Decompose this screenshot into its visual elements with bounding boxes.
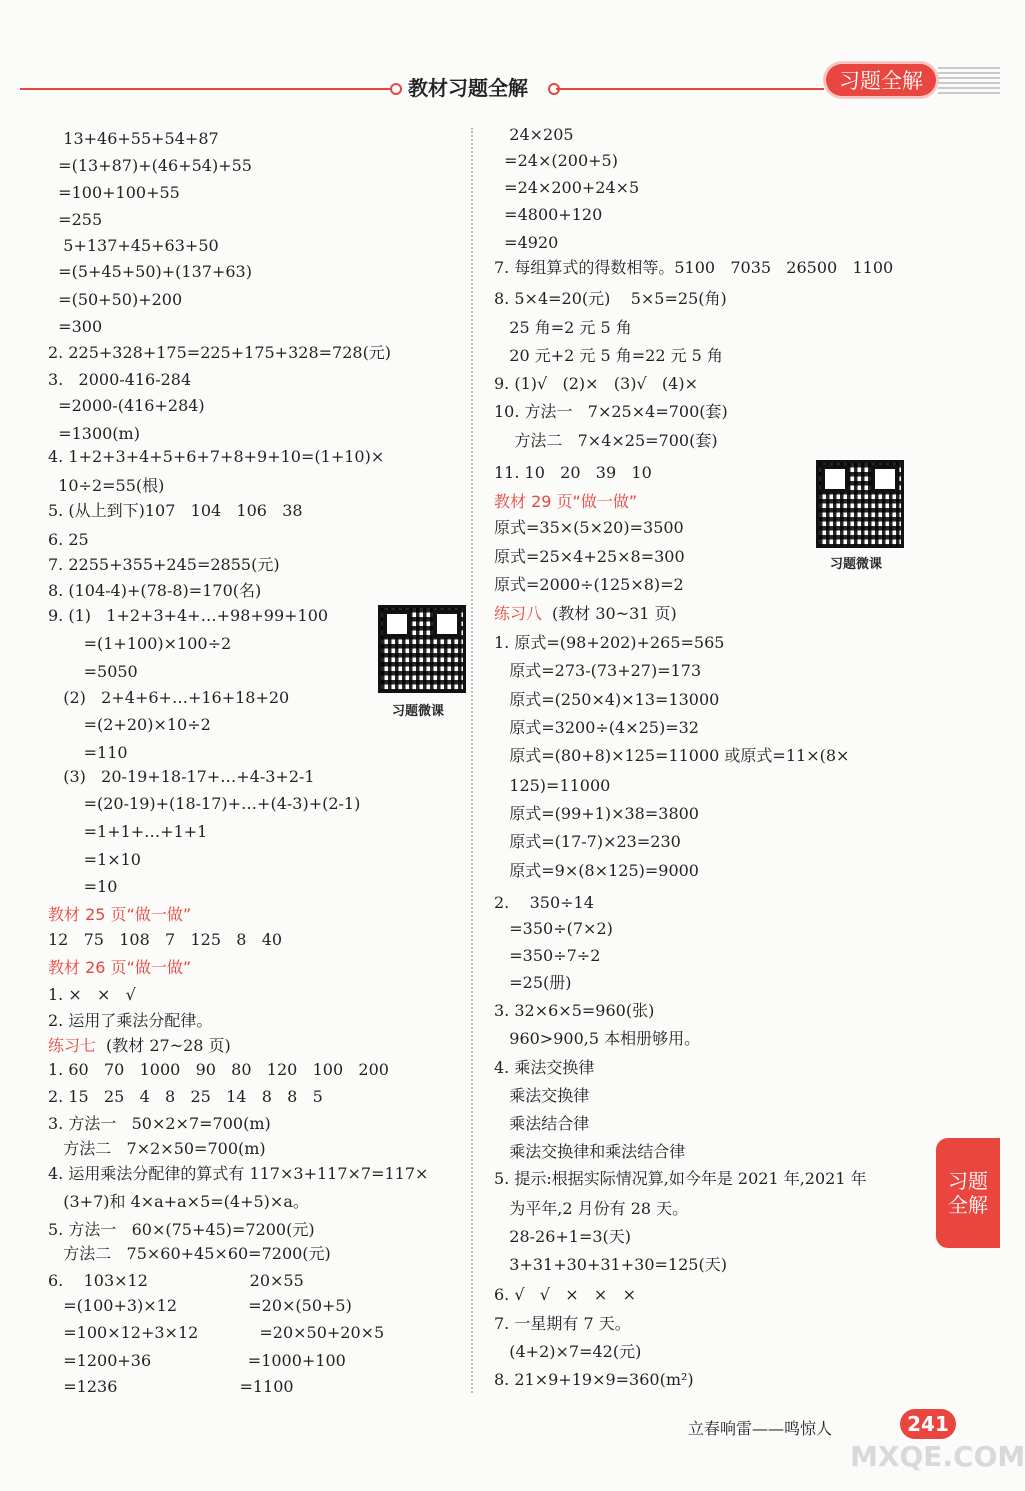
answer-line: 6. 25 [48, 530, 89, 549]
left-column [48, 0, 468, 1491]
answer-line: 3+31+30+31+30=125(天) [494, 1255, 727, 1274]
side-tab[interactable] [936, 1138, 1000, 1248]
answer-line: (4+2)×7=42(元) [494, 1342, 642, 1361]
answer-line: 5. 提示:根据实际情况算,如今年是 2021 年,2021 年 [494, 1169, 867, 1188]
answer-line: =(2+20)×10÷2 [48, 715, 211, 734]
answer-line: 原式=273-(73+27)=173 [494, 661, 702, 680]
section-heading: 练习八 [494, 604, 543, 623]
answer-line: 乘法结合律 [494, 1114, 590, 1133]
answer-line: =4920 [494, 233, 559, 252]
answer-line: =10 [48, 877, 118, 896]
watermark: MXQE.COM [850, 1440, 1025, 1473]
answer-line: 5. 方法一 60×(75+45)=7200(元) [48, 1220, 315, 1239]
answer-line: 6. √ √ × × × [494, 1285, 636, 1304]
answer-line: =4800+120 [494, 205, 603, 224]
answer-line: 25 角=2 元 5 角 [494, 318, 632, 337]
answer-line: (3) 20-19+18-17+…+4-3+2-1 [48, 767, 315, 786]
qr-code-left[interactable] [378, 605, 466, 693]
answer-line: =100+100+55 [48, 183, 180, 202]
answer-line: 7. 一星期有 7 天。 [494, 1314, 631, 1333]
answer-line: =100×12+3×12 =20×50+20×5 [48, 1323, 385, 1342]
answer-line: 20 元+2 元 5 角=22 元 5 角 [494, 346, 723, 365]
answer-line: 原式=2000÷(125×8)=2 [494, 575, 684, 594]
answer-line: 4. 1+2+3+4+5+6+7+8+9+10=(1+10)× [48, 447, 385, 466]
answer-line: 5+137+45+63+50 [48, 236, 219, 255]
answer-line: =25(册) [494, 973, 572, 992]
qr-caption-left: 习题微课 [392, 704, 445, 719]
answer-line: 原式=(250×4)×13=13000 [494, 690, 720, 709]
side-tab-label: 习题全解 [948, 1169, 988, 1217]
answer-line: (教材 30~31 页) [552, 604, 677, 623]
answer-line: =(20-19)+(18-17)+…+(4-3)+(2-1) [48, 794, 361, 813]
qr-code-right[interactable] [816, 460, 904, 548]
answer-line: =300 [48, 317, 103, 336]
answer-line: 9. (1) 1+2+3+4+…+98+99+100 [48, 606, 329, 625]
answer-line: 乘法交换律和乘法结合律 [494, 1142, 686, 1161]
answer-line: =24×(200+5) [494, 151, 618, 170]
answer-line: 28-26+1=3(天) [494, 1227, 632, 1246]
answer-line: (2) 2+4+6+…+16+18+20 [48, 688, 290, 707]
answer-line: 原式=3200÷(4×25)=32 [494, 718, 699, 737]
answer-line: =1200+36 =1000+100 [48, 1351, 346, 1370]
section-heading: 教材 25 页“做一做” [48, 905, 192, 924]
answer-line: =(13+87)+(46+54)+55 [48, 156, 252, 175]
right-column [494, 0, 934, 1491]
answer-line: 8. (104-4)+(78-8)=170(名) [48, 581, 262, 600]
qr-caption-right: 习题微课 [830, 557, 883, 572]
answer-line: =2000-(416+284) [48, 396, 205, 415]
answer-line: 方法二 75×60+45×60=7200(元) [48, 1244, 331, 1263]
answer-line: =(5+45+50)+(137+63) [48, 262, 252, 281]
answer-line: 10÷2=55(根) [48, 476, 165, 495]
answer-line: =1×10 [48, 850, 141, 869]
answer-line: 8. 5×4=20(元) 5×5=25(角) [494, 289, 727, 308]
answer-line: 方法二 7×4×25=700(套) [494, 431, 718, 450]
answer-line: 11. 10 20 39 10 [494, 463, 652, 482]
answer-line: 960>900,5 本相册够用。 [494, 1029, 701, 1048]
answer-line: =350÷7÷2 [494, 946, 601, 965]
answer-line: 3. 方法一 50×2×7=700(m) [48, 1114, 271, 1133]
answer-line: (3+7)和 4×a+a×5=(4+5)×a。 [48, 1192, 309, 1211]
answer-line: (教材 27~28 页) [106, 1036, 231, 1055]
column-divider [471, 128, 473, 1393]
answer-line: 6. 103×12 20×55 [48, 1271, 304, 1290]
answer-line: =350÷(7×2) [494, 919, 613, 938]
answer-line: 4. 乘法交换律 [494, 1058, 595, 1077]
answer-line: 5. (从上到下)107 104 106 38 [48, 501, 303, 520]
answer-line: 原式=25×4+25×8=300 [494, 547, 685, 566]
answer-line: =(1+100)×100÷2 [48, 634, 232, 653]
answer-line: =5050 [48, 662, 138, 681]
answer-line: 3. 2000-416-284 [48, 370, 192, 389]
section-heading: 教材 26 页“做一做” [48, 958, 192, 977]
answer-line: 9. (1)√ (2)× (3)√ (4)× [494, 374, 698, 393]
answer-line: 乘法交换律 [494, 1086, 590, 1105]
answer-line: 10. 方法一 7×25×4=700(套) [494, 402, 728, 421]
answer-line: =1300(m) [48, 424, 140, 443]
answer-line: 7. 每组算式的得数相等。5100 7035 26500 1100 [494, 258, 894, 277]
answer-line: 4. 运用乘法分配律的算式有 117×3+117×7=117× [48, 1164, 429, 1183]
answer-line: 7. 2255+355+245=2855(元) [48, 555, 280, 574]
answer-line: 1. 原式=(98+202)+265=565 [494, 633, 725, 652]
answer-line: =24×200+24×5 [494, 178, 640, 197]
answer-line: 为平年,2 月份有 28 天。 [494, 1199, 689, 1218]
section-heading: 练习七 [48, 1036, 97, 1055]
section-heading: 教材 29 页“做一做” [494, 492, 638, 511]
answer-line: 3. 32×6×5=960(张) [494, 1001, 655, 1020]
answer-line: 原式=(99+1)×38=3800 [494, 804, 699, 823]
page-number: 241 [900, 1409, 956, 1439]
answer-line: 125)=11000 [494, 776, 611, 795]
header-badge: 习题全解 [826, 64, 936, 96]
footer-text: 立春响雷——鸣惊人 [688, 1419, 833, 1438]
header-title: 教材习题全解 [408, 76, 528, 100]
answer-line: 1. 60 70 1000 90 80 120 100 200 [48, 1060, 389, 1079]
answer-line: 1. × × √ [48, 985, 136, 1004]
answer-line: 12 75 108 7 125 8 40 [48, 930, 283, 949]
answer-line: 8. 21×9+19×9=360(m²) [494, 1370, 694, 1389]
answer-line: 2. 225+328+175=225+175+328=728(元) [48, 343, 392, 362]
answer-line: =110 [48, 743, 128, 762]
answer-line: 原式=(80+8)×125=11000 或原式=11×(8× [494, 746, 850, 765]
answer-line: =1+1+…+1+1 [48, 822, 208, 841]
answer-line: 2. 15 25 4 8 25 14 8 8 5 [48, 1087, 323, 1106]
answer-line: 13+46+55+54+87 [48, 129, 219, 148]
header-stripes [938, 66, 1000, 94]
answer-line: 2. 350÷14 [494, 893, 594, 912]
answer-line: 2. 运用了乘法分配律。 [48, 1011, 213, 1030]
answer-line: 24×205 [494, 125, 574, 144]
answer-line: 原式=(17-7)×23=230 [494, 832, 681, 851]
answer-line: =255 [48, 210, 103, 229]
answer-line: =(100+3)×12 =20×(50+5) [48, 1296, 352, 1315]
answer-line: 方法二 7×2×50=700(m) [48, 1139, 266, 1158]
answer-line: 原式=35×(5×20)=3500 [494, 518, 684, 537]
answer-line: =1236 =1100 [48, 1377, 294, 1396]
answer-line: 原式=9×(8×125)=9000 [494, 861, 699, 880]
answer-line: =(50+50)+200 [48, 290, 183, 309]
